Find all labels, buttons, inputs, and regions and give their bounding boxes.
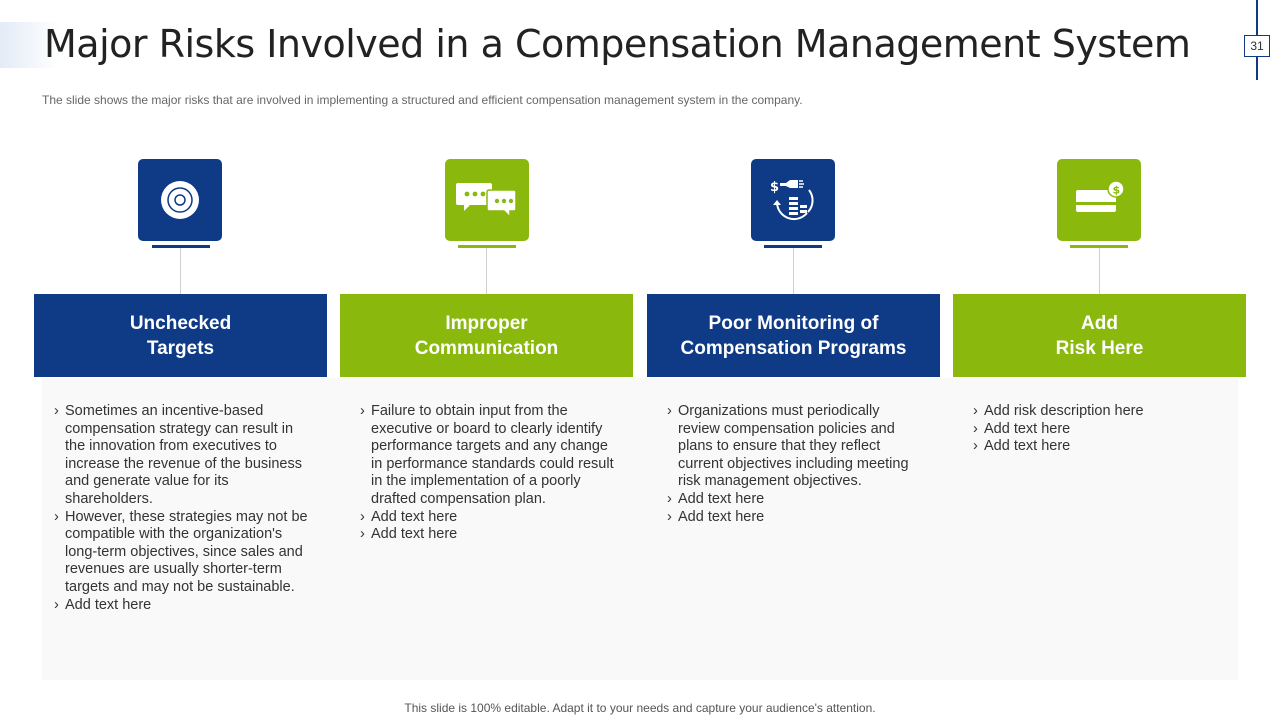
icon-underline — [458, 245, 516, 248]
connector-line — [793, 248, 794, 294]
page-number: 31 — [1244, 35, 1270, 57]
risk-description — [360, 403, 618, 544]
payment-card-icon — [1057, 159, 1141, 241]
connector-line — [180, 248, 181, 294]
connector-line — [1099, 248, 1100, 294]
risk-description — [667, 403, 925, 526]
money-growth-icon — [751, 159, 835, 241]
icon-underline — [152, 245, 210, 248]
list-item: › Add text here — [360, 526, 618, 544]
risk-heading: Improper Communication — [340, 294, 633, 377]
list-item: › Add text here — [973, 421, 1231, 439]
list-item: › Add text here — [973, 438, 1231, 456]
risk-description — [54, 403, 312, 614]
connector-line — [486, 248, 487, 294]
svg-text:$: $ — [770, 180, 780, 195]
risk-heading: Unchecked Targets — [34, 294, 327, 377]
list-item: › Sometimes an incentive-based compensation strategy can result in the innovation from executives to increase the revenue of the business and generate value for its shareholders. — [54, 403, 312, 509]
risk-heading: Add Risk Here — [953, 294, 1246, 377]
list-item: › Organizations must periodically review compensation policies and plans to ensure that they reflect current objectives including meeting risk management objectives. — [667, 403, 925, 491]
chat-bubbles-icon — [445, 159, 529, 241]
risk-heading: Poor Monitoring of Compensation Programs — [647, 294, 940, 377]
slide-footer: This slide is 100% editable. Adapt it to your needs and capture your audience's attention. — [404, 701, 876, 715]
target-icon — [138, 159, 222, 241]
risk-column-improper-communication — [340, 0, 633, 720]
list-item: › Failure to obtain input from the executive or board to clearly identify performance targets and any change in performance standards could result in the implementation of a poorly drafted compensation plan. — [360, 403, 618, 509]
page-title: Major Risks Involved in a Compensation Management System — [44, 22, 1191, 66]
list-item: › Add risk description here — [973, 403, 1231, 421]
slide-subtitle: The slide shows the major risks that are involved in implementing a structured and efficient compensation management system in the company. — [42, 93, 803, 107]
risk-column-unchecked-targets — [34, 0, 327, 720]
risk-column-add-risk — [953, 0, 1246, 720]
list-item: › Add text here — [667, 509, 925, 527]
risk-description — [973, 403, 1231, 456]
list-item: › Add text here — [667, 491, 925, 509]
svg-text:$: $ — [1112, 183, 1121, 197]
list-item: › However, these strategies may not be compatible with the organization's long-term objectives, since sales and revenues are usually shorter-term targets and may not be sustainable. — [54, 509, 312, 597]
list-item: › Add text here — [360, 509, 618, 527]
list-item: › Add text here — [54, 597, 312, 615]
risk-column-poor-monitoring — [647, 0, 940, 720]
